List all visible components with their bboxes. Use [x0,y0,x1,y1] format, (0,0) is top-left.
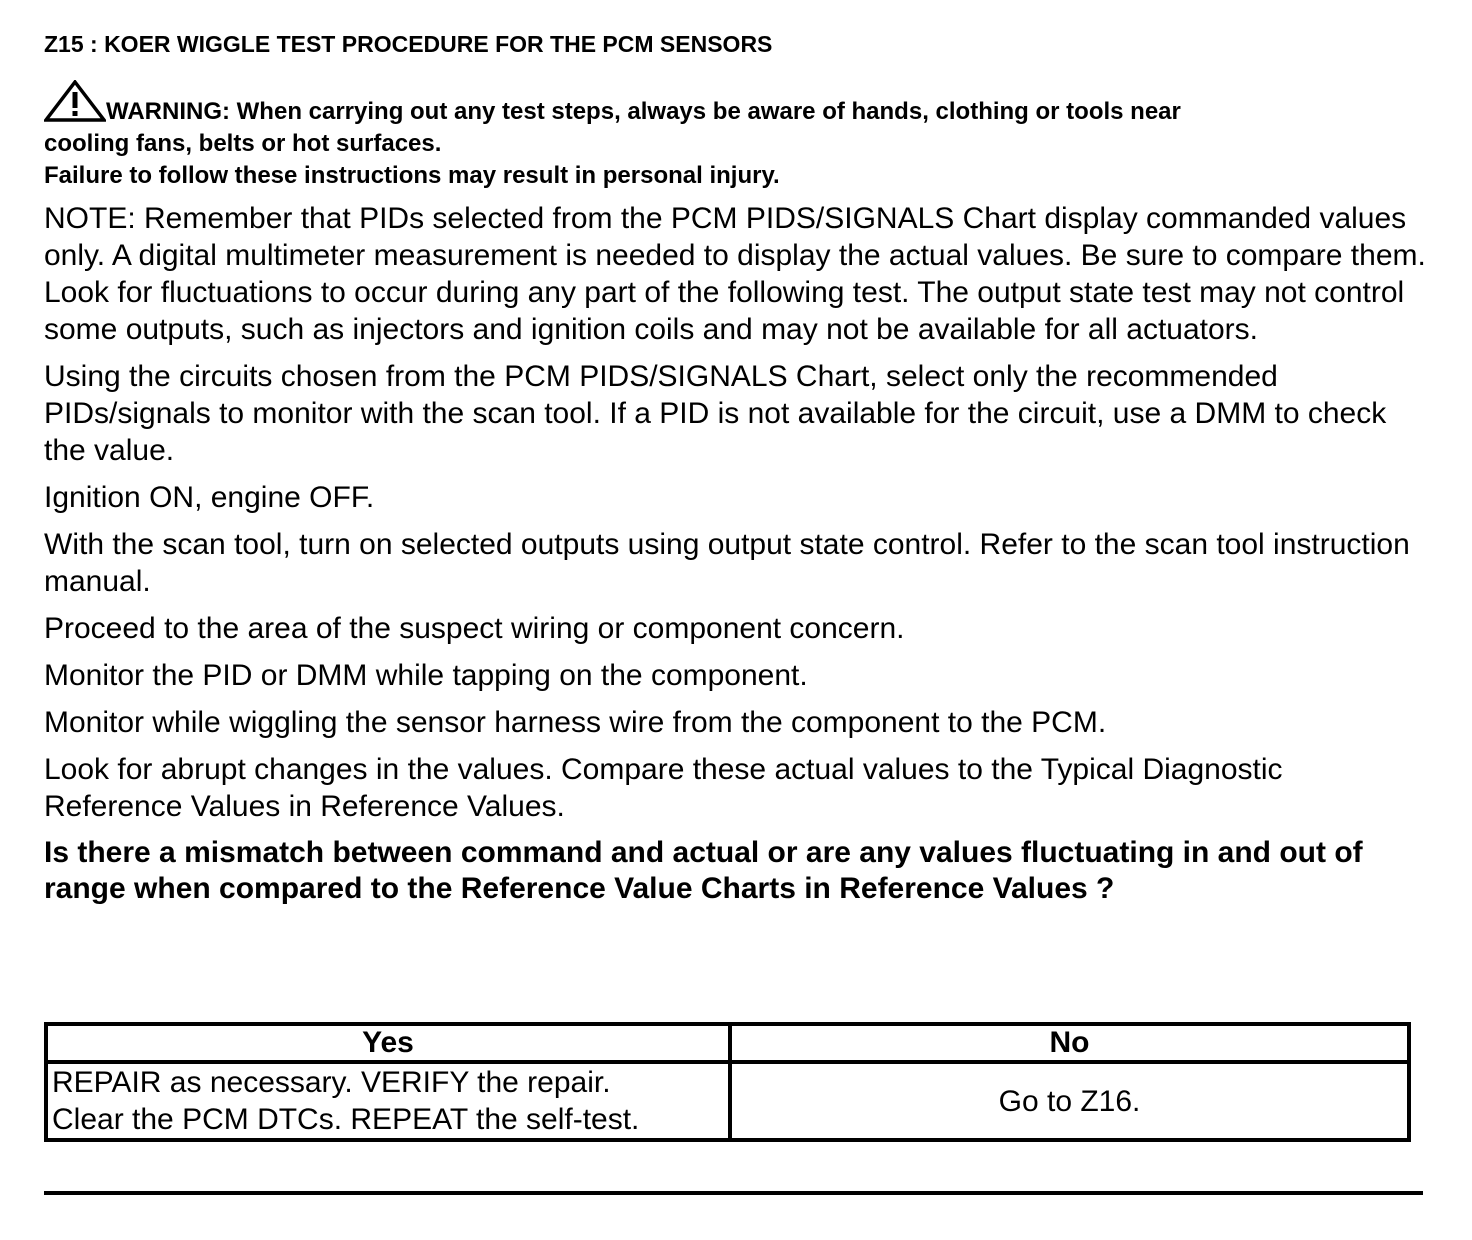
step-paragraph: Ignition ON, engine OFF. [44,481,375,514]
yes-header: Yes [46,1024,730,1062]
warning-line-3: Failure to follow these instructions may result in personal injury. [44,162,780,189]
result-table-header-row [46,1024,1409,1062]
step-paragraph: Monitor the PID or DMM while tapping on the component. [44,659,808,692]
yes-action-line-1: REPAIR as necessary. VERIFY the repair. [52,1066,611,1099]
step-paragraph: With the scan tool, turn on selected outputs using output state control. Refer to the scan tool instruction manual. [44,528,1410,598]
note-paragraph: NOTE: Remember that PIDs selected from the PCM PIDS/SIGNALS Chart display commanded values only. A digital multimeter measurement is needed to display the actual values. Be sure to compare them. Look for fluctuations to occur during any part of the following test. The output state test may not control some outputs, such as injectors and ignition coils and may not be available for all actuators. [44,202,1426,346]
result-table-row [46,1062,1409,1140]
step-paragraph: Look for abrupt changes in the values. Compare these actual values to the Typical Diagnostic Reference Values in Reference Values. [44,753,1283,823]
procedure-page [44,30,1429,907]
step-paragraph: Monitor while wiggling the sensor harness wire from the component to the PCM. [44,706,1107,739]
warning-text-1: WARNING: When carrying out any test steps, always be aware of hands, clothing or tools near [106,98,1181,125]
yes-action-cell [46,1062,730,1140]
warning-line-2: cooling fans, belts or hot surfaces. [44,130,442,157]
no-action-cell: Go to Z16. [730,1062,1409,1140]
step-paragraph: Using the circuits chosen from the PCM PIDS/SIGNALS Chart, select only the recommended PIDs/signals to monitor with the scan tool. If a PID is not available for the circuit, use a DMM to check the value. [44,360,1387,467]
warning-triangle-icon [44,80,106,122]
warning-block [44,80,1429,192]
bottom-divider [44,1191,1423,1195]
page-title: Z15 : KOER WIGGLE TEST PROCEDURE FOR THE PCM SENSORS [44,31,773,57]
question-text: Is there a mismatch between command and actual or are any values fluctuating in and out of range when compared to the Reference Value Charts in Reference Values ? [44,836,1363,905]
no-header: No [730,1024,1409,1062]
result-table [44,1022,1411,1142]
yes-action-line-2: Clear the PCM DTCs. REPEAT the self-test. [52,1103,640,1136]
step-paragraph: Proceed to the area of the suspect wiring or component concern. [44,612,905,645]
warning-line-1 [44,80,1429,128]
